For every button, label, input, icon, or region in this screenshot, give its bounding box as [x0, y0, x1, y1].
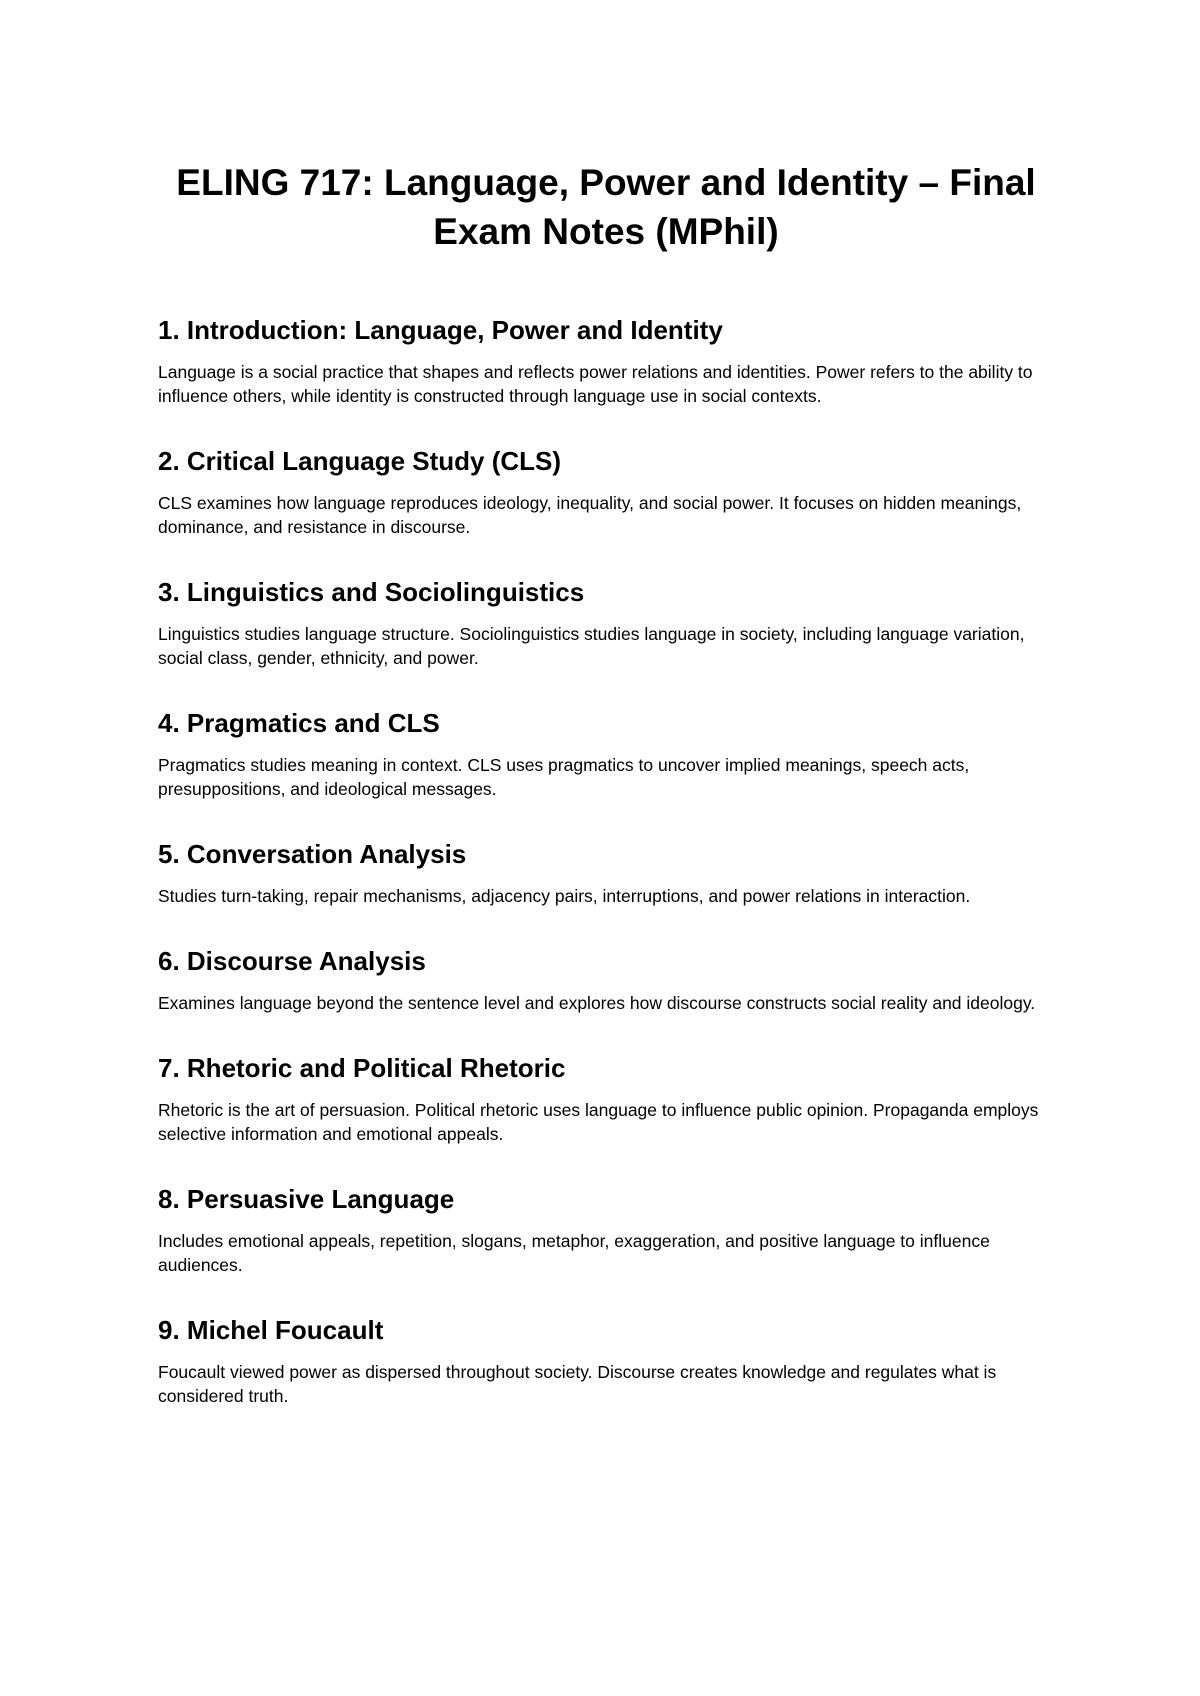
- section-heading: 4. Pragmatics and CLS: [158, 708, 440, 738]
- section-body: Studies turn-taking, repair mechanisms, adjacency pairs, interruptions, and power relations in interaction.: [158, 886, 971, 906]
- section-discourse-analysis: [158, 945, 1050, 1015]
- section-body: Pragmatics studies meaning in context. CLS uses pragmatics to uncover implied meanings, speech acts, presuppositions, and ideological messages.: [158, 755, 970, 799]
- section-heading: 9. Michel Foucault: [158, 1315, 384, 1345]
- section-conversation-analysis: [158, 838, 1050, 908]
- section-body: Linguistics studies language structure. Sociolinguistics studies language in society, including language variation, social class, gender, ethnicity, and power.: [158, 624, 1025, 668]
- section-introduction: [158, 314, 1050, 408]
- section-heading: 5. Conversation Analysis: [158, 839, 467, 869]
- section-michel-foucault: [158, 1314, 1050, 1408]
- section-body: CLS examines how language reproduces ideology, inequality, and social power. It focuses on hidden meanings, dominance, and resistance in discourse.: [158, 493, 1022, 537]
- section-heading: 7. Rhetoric and Political Rhetoric: [158, 1053, 566, 1083]
- section-heading: 6. Discourse Analysis: [158, 946, 426, 976]
- section-body: Rhetoric is the art of persuasion. Political rhetoric uses language to influence public opinion. Propaganda employs selective information and emotional appeals.: [158, 1100, 1039, 1144]
- section-body: Foucault viewed power as dispersed throughout society. Discourse creates knowledge and regulates what is considered truth.: [158, 1362, 997, 1406]
- section-body: Includes emotional appeals, repetition, slogans, metaphor, exaggeration, and positive language to influence audiences.: [158, 1231, 990, 1275]
- section-persuasive-language: [158, 1183, 1050, 1277]
- section-critical-language-study: [158, 445, 1050, 539]
- section-linguistics-sociolinguistics: [158, 576, 1050, 670]
- section-pragmatics-cls: [158, 707, 1050, 801]
- section-body: Language is a social practice that shapes and reflects power relations and identities. Power refers to the ability to influence others, while identity is constructed through language use in social contexts.: [158, 362, 1033, 406]
- section-body: Examines language beyond the sentence level and explores how discourse constructs social reality and ideology.: [158, 993, 1036, 1013]
- section-heading: 1. Introduction: Language, Power and Identity: [158, 315, 723, 345]
- section-heading: 3. Linguistics and Sociolinguistics: [158, 577, 585, 607]
- section-heading: 8. Persuasive Language: [158, 1184, 455, 1214]
- section-rhetoric: [158, 1052, 1050, 1146]
- section-heading: 2. Critical Language Study (CLS): [158, 446, 562, 476]
- document-title: ELING 717: Language, Power and Identity – Final Exam Notes (MPhil): [176, 162, 1036, 252]
